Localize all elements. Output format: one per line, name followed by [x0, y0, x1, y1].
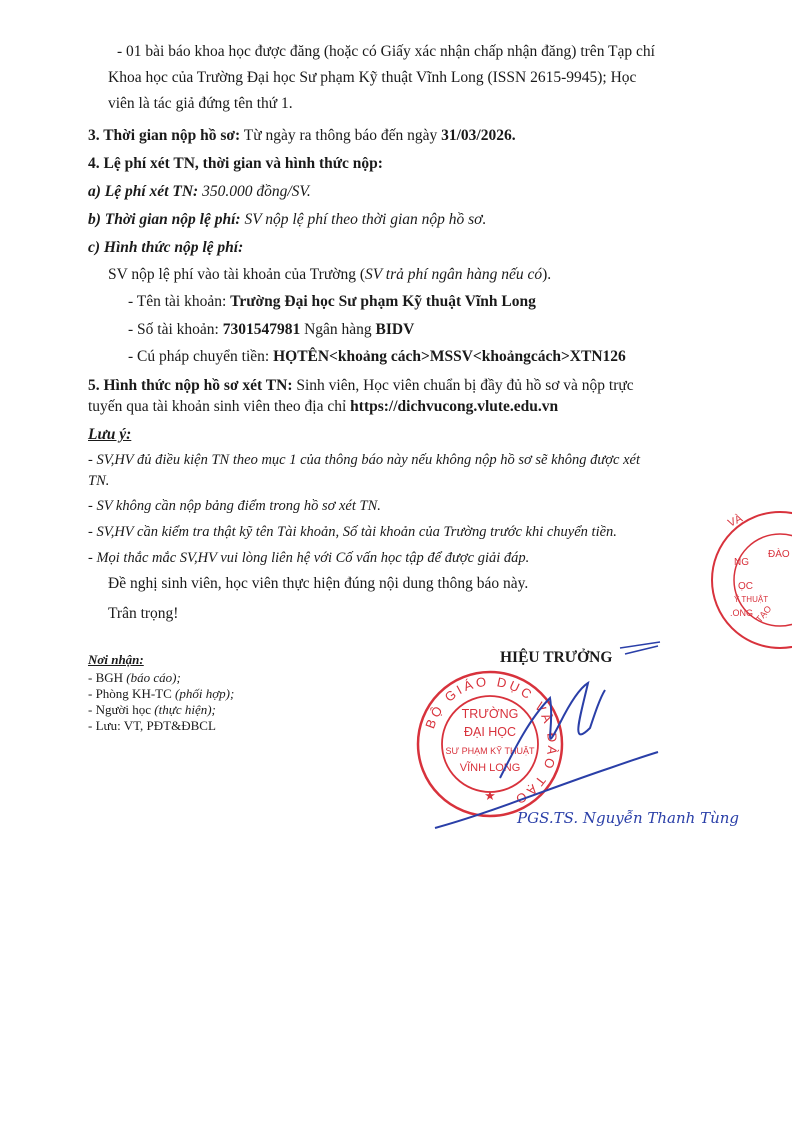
account-name-label: - Tên tài khoản: — [128, 293, 231, 310]
recipients-title-text: Nơi nhận: — [88, 652, 144, 667]
section-5-text: Sinh viên, Học viên chuẩn bị đầy đủ hồ sơ và nộp trực — [292, 377, 634, 394]
portal-url[interactable]: https://dichvucong.vlute.edu.vn — [350, 398, 559, 415]
section-5-text2: tuyến qua tài khoản sinh viên theo địa chỉ — [88, 398, 351, 415]
article-item-line3: viên là tác giả đứng tên thứ 1. — [108, 95, 293, 112]
recipient-2-text: - Phòng KH-TC — [88, 686, 176, 701]
account-name-value: Trường Đại học Sư phạm Kỹ thuật Vĩnh Long — [230, 293, 536, 310]
svg-text:NG: NG — [734, 557, 749, 568]
recipient-1-text: - BGH — [88, 670, 127, 685]
section-4c-text-main: SV nộp lệ phí vào tài khoản của Trường ( — [108, 266, 365, 283]
svg-text:TẠO: TẠO — [753, 603, 774, 625]
section-4b-value: SV nộp lệ phí theo thời gian nộp hồ sơ. — [240, 211, 487, 228]
section-4c-label: c) Hình thức nộp lệ phí: — [88, 239, 244, 256]
article-item-line2: Khoa học của Trường Đại học Sư phạm Kỹ thuật Vĩnh Long (ISSN 2615-9945); Học — [108, 69, 637, 86]
note-2: - SV không cần nộp bảng điểm trong hồ sơ xét TN. — [88, 498, 381, 514]
signer-name: PGS.TS. Nguyễn Thanh Tùng — [517, 809, 740, 827]
section-4b-label: b) Thời gian nộp lệ phí: — [88, 211, 241, 228]
section-4a — [88, 182, 311, 202]
section-5-line2 — [88, 397, 558, 417]
transfer-syntax-value: HỌTÊN<khoảng cách>MSSV<khoảngcách>XTN126 — [273, 348, 626, 365]
recipient-3-note: (thực hiện); — [154, 702, 216, 717]
bank-value: BIDV — [375, 321, 415, 338]
section-4a-value: 350.000 đồng/SV. — [198, 183, 311, 200]
note-1-line2: TN. — [88, 473, 110, 489]
section-3-date: 31/03/2026. — [441, 127, 516, 144]
section-4c-text-italic: SV trả phí ngân hàng nếu có — [364, 266, 543, 283]
section-4c — [88, 238, 243, 258]
regards-text: Trân trọng! — [108, 605, 179, 622]
recipients-title — [88, 652, 144, 667]
recipient-1 — [88, 670, 181, 685]
recipient-3-text: - Người học — [88, 702, 155, 717]
recipient-4: - Lưu: VT, PĐT&ĐBCL — [88, 718, 216, 733]
stamp-line3: SƯ PHẠM KỸ THUẬT — [445, 746, 535, 756]
section-4c-text-end: ). — [542, 266, 552, 283]
edge-stamp-outer-ring — [712, 512, 792, 648]
transfer-syntax — [128, 347, 626, 367]
handwritten-signature — [430, 628, 670, 838]
stamp-line4: VĨNH LONG — [459, 762, 521, 774]
stamp-ring-text: BỘ GIÁO DỤC VÀ ĐÀO TẠO — [422, 673, 561, 809]
note-3: - SV,HV cần kiểm tra thật kỹ tên Tài khoản, Số tài khoản của Trường trước khi chuyển tiền. — [88, 524, 617, 540]
account-number-value: 7301547981 — [222, 321, 301, 338]
stamp-line1: TRƯỜNG — [461, 707, 519, 721]
account-number-label: - Số tài khoản: — [128, 321, 223, 338]
section-4-heading — [88, 154, 383, 174]
account-name — [128, 292, 536, 312]
svg-text:ỌC: ỌC — [738, 581, 753, 592]
note-heading-text: Lưu ý: — [88, 426, 132, 443]
section-5-label: 5. Hình thức nộp hồ sơ xét TN: — [88, 377, 293, 394]
stamp-line2: ĐẠI HỌC — [463, 725, 517, 739]
section-4-heading-text: 4. Lệ phí xét TN, thời gian và hình thức nộp: — [88, 155, 383, 172]
transfer-syntax-label: - Cú pháp chuyển tiền: — [128, 348, 274, 365]
section-3-label: 3. Thời gian nộp hồ sơ: — [88, 127, 241, 144]
svg-text:ĐÀO: ĐÀO — [768, 549, 790, 560]
section-3 — [88, 126, 516, 146]
closing-text: Đề nghị sinh viên, học viên thực hiện đúng nội dung thông báo này. — [108, 575, 529, 592]
recipient-2-note: (phối hợp); — [175, 686, 235, 701]
section-3-text: Từ ngày ra thông báo đến ngày — [240, 127, 442, 144]
note-4: - Mọi thắc mắc SV,HV vui lòng liên hệ với Cố vấn học tập để được giải đáp. — [88, 550, 530, 566]
svg-text:Ỹ THUẬT: Ỹ THUẬT — [734, 595, 769, 604]
recipient-1-note: (báo cáo); — [126, 670, 181, 685]
recipient-3 — [88, 702, 216, 717]
account-number — [128, 320, 414, 340]
signature-title-text: HIỆU TRƯỞNG — [500, 649, 613, 666]
svg-text:VÀ: VÀ — [726, 512, 745, 530]
article-item-line1: - 01 bài báo khoa học được đăng (hoặc có Giấy xác nhận chấp nhận đăng) trên Tạp chí — [117, 43, 655, 60]
edge-stamp — [690, 505, 792, 655]
svg-text:.ONG: .ONG — [730, 608, 754, 618]
bank-label: Ngân hàng — [300, 321, 376, 338]
stamp-star-icon: ★ — [484, 789, 496, 804]
section-4b — [88, 210, 486, 230]
recipient-2 — [88, 686, 234, 701]
section-5-line1 — [88, 376, 634, 396]
note-heading — [88, 425, 131, 445]
section-4c-text — [108, 265, 551, 285]
note-1-line1: - SV,HV đủ điều kiện TN theo mục 1 của thông báo này nếu không nộp hồ sơ sẽ không được xét — [88, 452, 641, 468]
section-4a-label: a) Lệ phí xét TN: — [88, 183, 199, 200]
